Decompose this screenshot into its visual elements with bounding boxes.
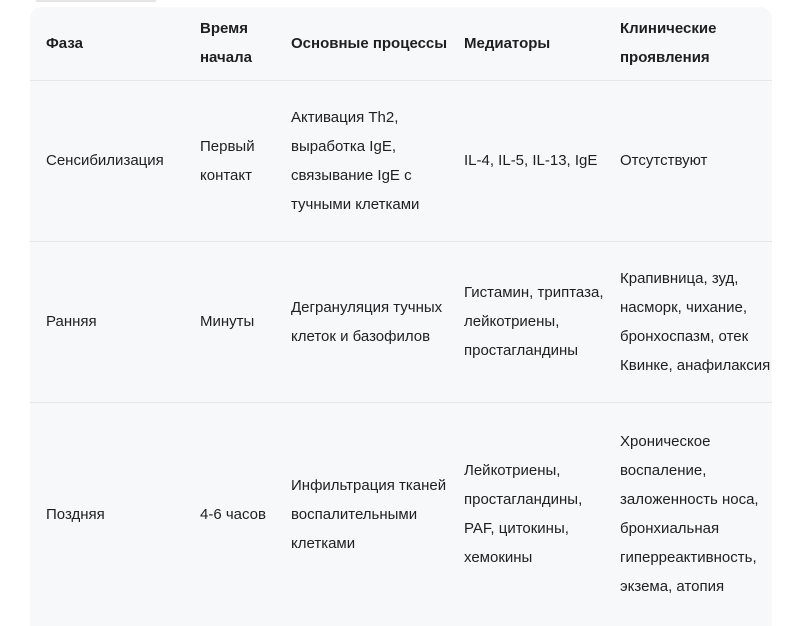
cell-mediators: IL-4, IL-5, IL-13, IgE <box>464 152 598 169</box>
cell-processes: Активация Th2, выработка IgE, связывание IgE с тучными клетками <box>291 108 420 213</box>
cell-phase: Поздняя <box>46 505 105 523</box>
cell-processes: Инфильтрация тканей воспалительными клетками <box>291 476 447 552</box>
table-row <box>30 80 772 241</box>
table-header <box>30 7 772 80</box>
cell-processes: Дегрануляция тучных клеток и базофилов <box>291 298 443 345</box>
allergy-phases-table <box>30 7 772 626</box>
header-phase: Фаза <box>46 34 83 52</box>
header-processes: Основные процессы <box>291 34 448 52</box>
cell-phase: Сенсибилизация <box>46 152 164 169</box>
cell-manifestations: Отсутствуют <box>620 152 708 169</box>
allergy-phases-table-card <box>30 7 772 626</box>
table-row <box>30 402 772 626</box>
cell-manifestations: Хроническое воспаление, заложенность носа, бронхиальная гиперреактивность, экзема, атопия <box>620 433 759 596</box>
cell-onset: Первый контакт <box>200 137 255 184</box>
cell-manifestations: Крапивница, зуд, насморк, чихание, бронхоспазм, отек Квинке, анафилаксия <box>620 269 771 374</box>
table-header-row <box>30 7 772 80</box>
cell-onset: 4-6 часов <box>200 505 266 523</box>
header-mediators: Медиаторы <box>464 34 551 52</box>
header-manifestations: Клинические проявления <box>620 20 717 67</box>
cell-mediators: Лейкотриены, простагландины, PAF, цитокины, хемокины <box>464 462 583 567</box>
header-onset: Время начала <box>200 20 252 67</box>
cell-onset: Минуты <box>200 313 255 330</box>
table-body <box>30 80 772 626</box>
cell-phase: Ранняя <box>46 313 97 330</box>
cell-mediators: Гистамин, триптаза, лейкотриены, простагландины <box>464 284 604 359</box>
table-row <box>30 241 772 402</box>
divider-fragment <box>36 0 156 2</box>
